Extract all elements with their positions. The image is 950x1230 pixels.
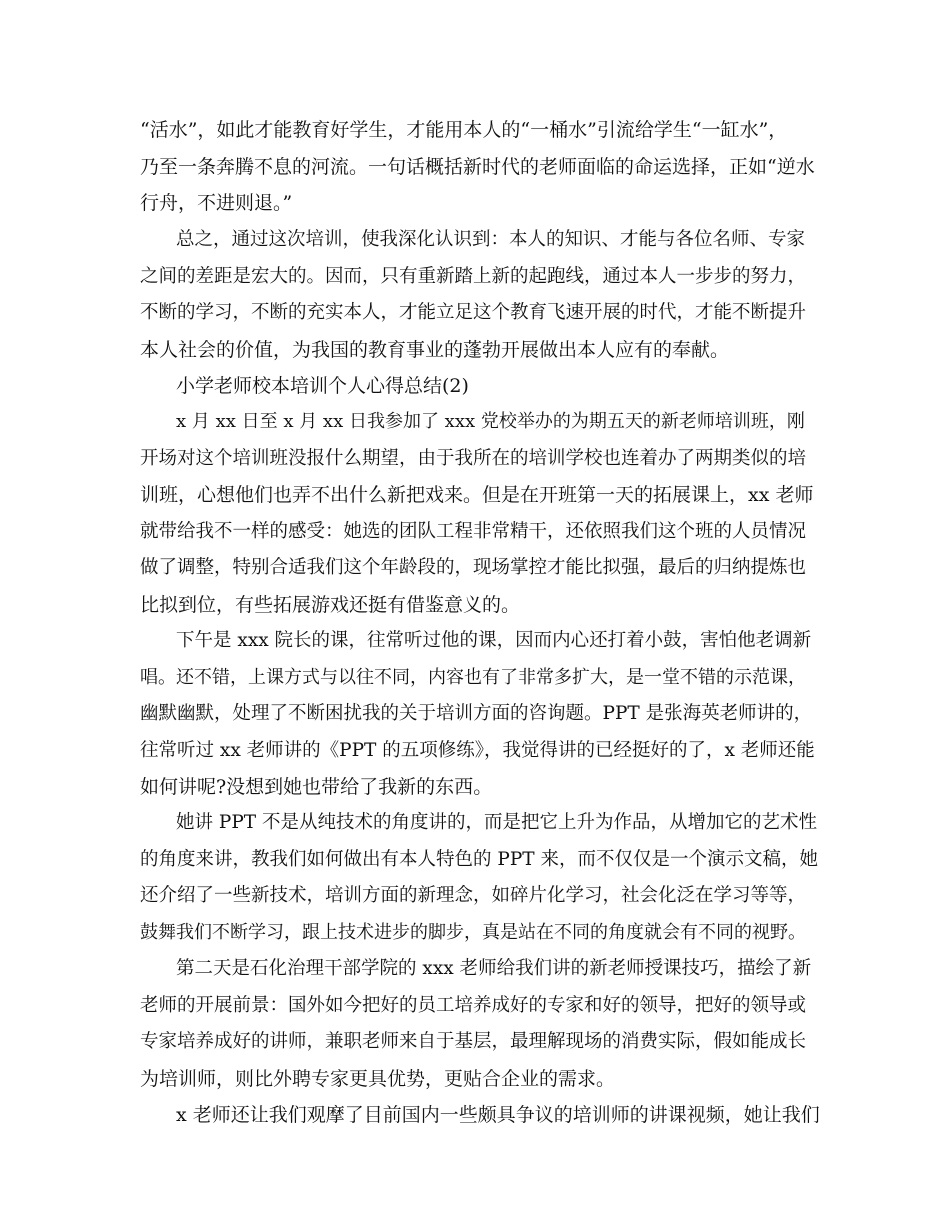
text-line: x 老师还让我们观摩了目前国内一些颇具争议的培训师的讲课视频，她让我们 [176, 1104, 820, 1126]
text-line: 本人社会的价值，为我国的教育事业的蓬勃开展做出本人应有的奉献。 [140, 338, 730, 361]
text-line: 行舟，不进则退。” [140, 192, 293, 214]
text-line: 老师的开展前景：国外如今把好的员工培养成好的专家和好的领导，把好的领导或 [140, 994, 807, 1016]
text-line: 总之，通过这次培训，使我深化认识到：本人的知识、才能与各位名师、专家 [176, 229, 806, 250]
text-line: 下午是 xxx 院长的课，往常听过他的课，因而内心还打着小鼓，害怕他老调新 [176, 630, 812, 651]
paragraph-5 [140, 805, 820, 951]
paragraph-4 [140, 623, 820, 806]
text-line: 幽默幽默，处理了不断困扰我的关于培训方面的咨询题。PPT 是张海英老师讲的， [140, 703, 813, 724]
text-line: 唱。还不错，上课方式与以往不同，内容也有了非常多扩大，是一堂不错的示范课， [140, 666, 806, 688]
text-line: 专家培养成好的讲师，兼职老师来自于基层，最理解现场的消费实际，假如能成长 [140, 1031, 807, 1052]
text-line: 往常听过 xx 老师讲的《PPT 的五项修练》，我觉得讲的已经挺好的了，x 老师还能 [140, 739, 815, 761]
text-line: 开场对这个培训班没报什么期望，由于我所在的培训学校也连着办了两期类似的培 [140, 447, 807, 469]
text-line: “活水”，如此才能教育好学生，才能用本人的“一桶水”引流给学生“一缸水”， [140, 119, 788, 141]
text-line: 就带给我不一样的感受：她选的团队工程非常精干，还依照我们这个班的人员情况 [140, 520, 807, 542]
text-line: 第二天是石化治理干部学院的 xxx 老师给我们讲的新老师授课技巧，描绘了新 [176, 958, 812, 979]
text-line: 的角度来讲，教我们如何做出有本人特色的 PPT 来，而不仅仅是一个演示文稿，她 [140, 848, 818, 870]
text-line: 还介绍了一些新技术，培训方面的新理念，如碎片化学习，社会化泛在学习等等， [140, 885, 807, 906]
paragraph-3 [140, 404, 820, 623]
paragraph-2 [140, 222, 820, 368]
text-line: 鼓舞我们不断学习，跟上技术进步的脚步，真是站在不同的角度就会有不同的视野。 [140, 921, 806, 943]
paragraph-7 [140, 1097, 820, 1134]
text-line: 比拟到位，有些拓展游戏还挺有借鉴意义的。 [140, 593, 521, 616]
paragraph-6 [140, 951, 820, 1097]
text-line: 小学老师校本培训个人心得总结(2) [176, 375, 469, 397]
text-line: 如何讲呢?没想到她也带给了我新的东西。 [140, 776, 493, 798]
text-line: 为培训师，则比外聘专家更具优势，更贴合企业的需求。 [140, 1067, 616, 1090]
text-line: 做了调整，特别合适我们这个年龄段的，现场掌控才能比拟强，最后的归纳提炼也 [140, 557, 807, 578]
text-line: 她讲 PPT 不是从纯技术的角度讲的，而是把它上升为作品，从增加它的艺术性 [176, 812, 817, 833]
text-line: 乃至一条奔腾不息的河流。一句话概括新时代的老师面临的命运选择，正如“逆水 [140, 155, 815, 178]
section-heading [140, 368, 820, 405]
paragraph-1 [140, 112, 820, 222]
text-line: 之间的差距是宏大的。因而，只有重新踏上新的起跑线，通过本人一步步的努力， [140, 265, 807, 287]
text-line: 训班，心想他们也弄不出什么新把戏来。但是在开班第一天的拓展课上，xx 老师 [140, 484, 814, 506]
text-line: x 月 xx 日至 x 月 xx 日我参加了 xxx 党校举办的为期五天的新老师培训班，刚 [176, 411, 805, 432]
text-line: 不断的学习，不断的充实本人，才能立足这个教育飞速开展的时代，才能不断提升 [140, 302, 807, 323]
